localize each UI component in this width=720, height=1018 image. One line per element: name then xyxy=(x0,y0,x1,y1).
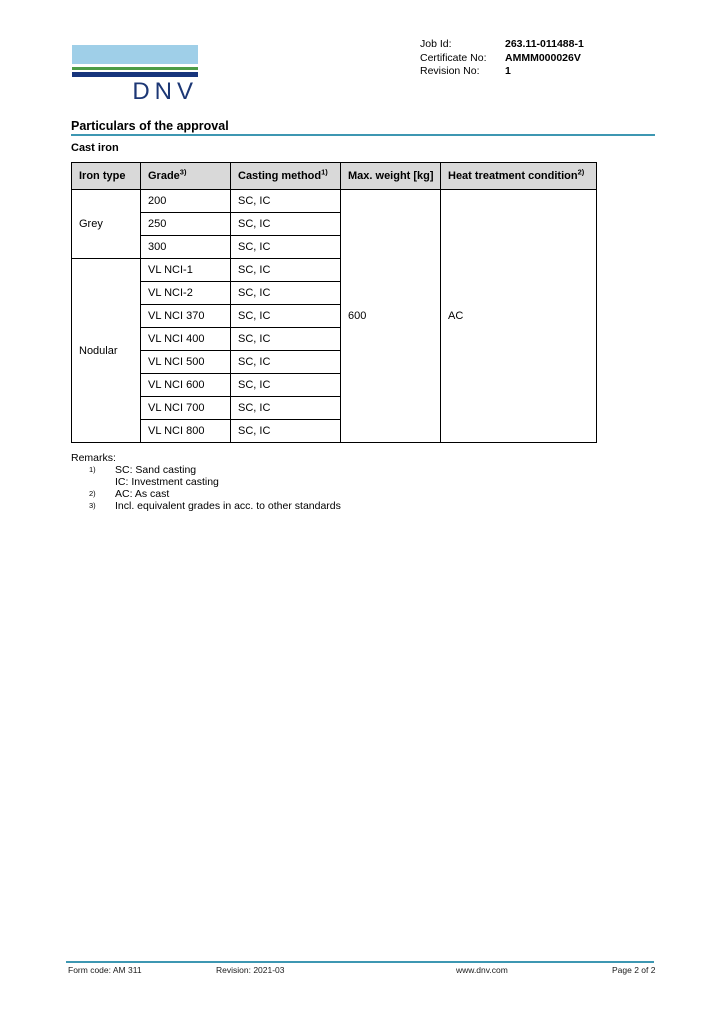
method-cell: SC, IC xyxy=(231,420,341,443)
remark-footnote-number: 1) xyxy=(89,465,96,474)
table-header-row xyxy=(72,163,597,190)
header-casting-method: Casting method$^{1)}$ xyxy=(231,163,341,190)
grade-cell: 250 xyxy=(141,213,231,236)
footer-page-number: Page 2 of 2 xyxy=(612,965,656,975)
document-info xyxy=(420,38,584,79)
grade-cell: VL NCI-2 xyxy=(141,282,231,305)
method-cell: SC, IC xyxy=(231,397,341,420)
table-row xyxy=(72,190,597,213)
logo-navy-bar xyxy=(72,72,198,77)
grade-cell: VL NCI 500 xyxy=(141,351,231,374)
grade-cell: VL NCI 800 xyxy=(141,420,231,443)
job-id-row xyxy=(420,38,584,52)
grade-cell: VL NCI 370 xyxy=(141,305,231,328)
method-cell: SC, IC xyxy=(231,282,341,305)
certificate-no-value: AMMM000026V xyxy=(505,51,581,64)
method-cell: SC, IC xyxy=(231,305,341,328)
section-subtitle: Cast iron xyxy=(71,142,119,154)
heat-treatment-cell: AC xyxy=(441,190,597,443)
method-cell: SC, IC xyxy=(231,374,341,397)
footer-revision: Revision: 2021-03 xyxy=(216,965,285,975)
grade-cell: VL NCI 400 xyxy=(141,328,231,351)
grade-cell: 200 xyxy=(141,190,231,213)
revision-no-value: 1 xyxy=(505,65,511,77)
header-iron-type: Iron type xyxy=(72,163,141,190)
remark-text: AC: As cast xyxy=(115,488,170,500)
approval-table xyxy=(71,162,597,443)
footer-form-code: Form code: AM 311 xyxy=(68,965,142,975)
max-weight-cell: 600 xyxy=(341,190,441,443)
revision-no-label: Revision No: xyxy=(420,65,480,77)
revision-no-row xyxy=(420,65,584,79)
header-grade: Grade$^{3)}$ xyxy=(141,163,231,190)
method-cell: SC, IC xyxy=(231,328,341,351)
remark-item xyxy=(89,500,341,512)
header-heat-treatment: Heat treatment condition$^{2)}$ xyxy=(441,163,597,190)
remark-footnote-number: 3) xyxy=(89,501,96,510)
grade-cell: 300 xyxy=(141,236,231,259)
footer-rule xyxy=(66,961,654,963)
remarks-title: Remarks: xyxy=(71,452,116,464)
remark-item xyxy=(89,488,341,500)
method-cell: SC, IC xyxy=(231,213,341,236)
certificate-no-row xyxy=(420,52,584,66)
grade-cell: VL NCI-1 xyxy=(141,259,231,282)
certificate-no-label: Certificate No: xyxy=(420,51,487,64)
page-title: Particulars of the approval xyxy=(71,119,229,133)
title-underline xyxy=(71,134,655,136)
remark-item xyxy=(89,464,341,488)
remark-footnote-number: 2) xyxy=(89,489,96,498)
method-cell: SC, IC xyxy=(231,236,341,259)
iron-type-cell: Nodular xyxy=(72,259,141,443)
grade-cell: VL NCI 600 xyxy=(141,374,231,397)
logo-green-bar xyxy=(72,67,198,70)
job-id-value: 263.11-011488-1 xyxy=(505,38,584,50)
header-max-weight: Max. weight [kg] xyxy=(341,163,441,190)
logo-lightblue-bar xyxy=(72,45,198,64)
iron-type-cell: Grey xyxy=(72,190,141,259)
method-cell: SC, IC xyxy=(231,259,341,282)
remark-text: Incl. equivalent grades in acc. to other standards xyxy=(115,500,341,512)
footer-website: www.dnv.com xyxy=(456,965,508,975)
method-cell: SC, IC xyxy=(231,190,341,213)
remarks-section xyxy=(71,452,341,512)
grade-cell: VL NCI 700 xyxy=(141,397,231,420)
logo-wordmark: DNV xyxy=(132,78,198,105)
remark-text: SC: Sand casting IC: Investment casting xyxy=(115,464,219,488)
job-id-label: Job Id: xyxy=(420,38,452,50)
method-cell: SC, IC xyxy=(231,351,341,374)
